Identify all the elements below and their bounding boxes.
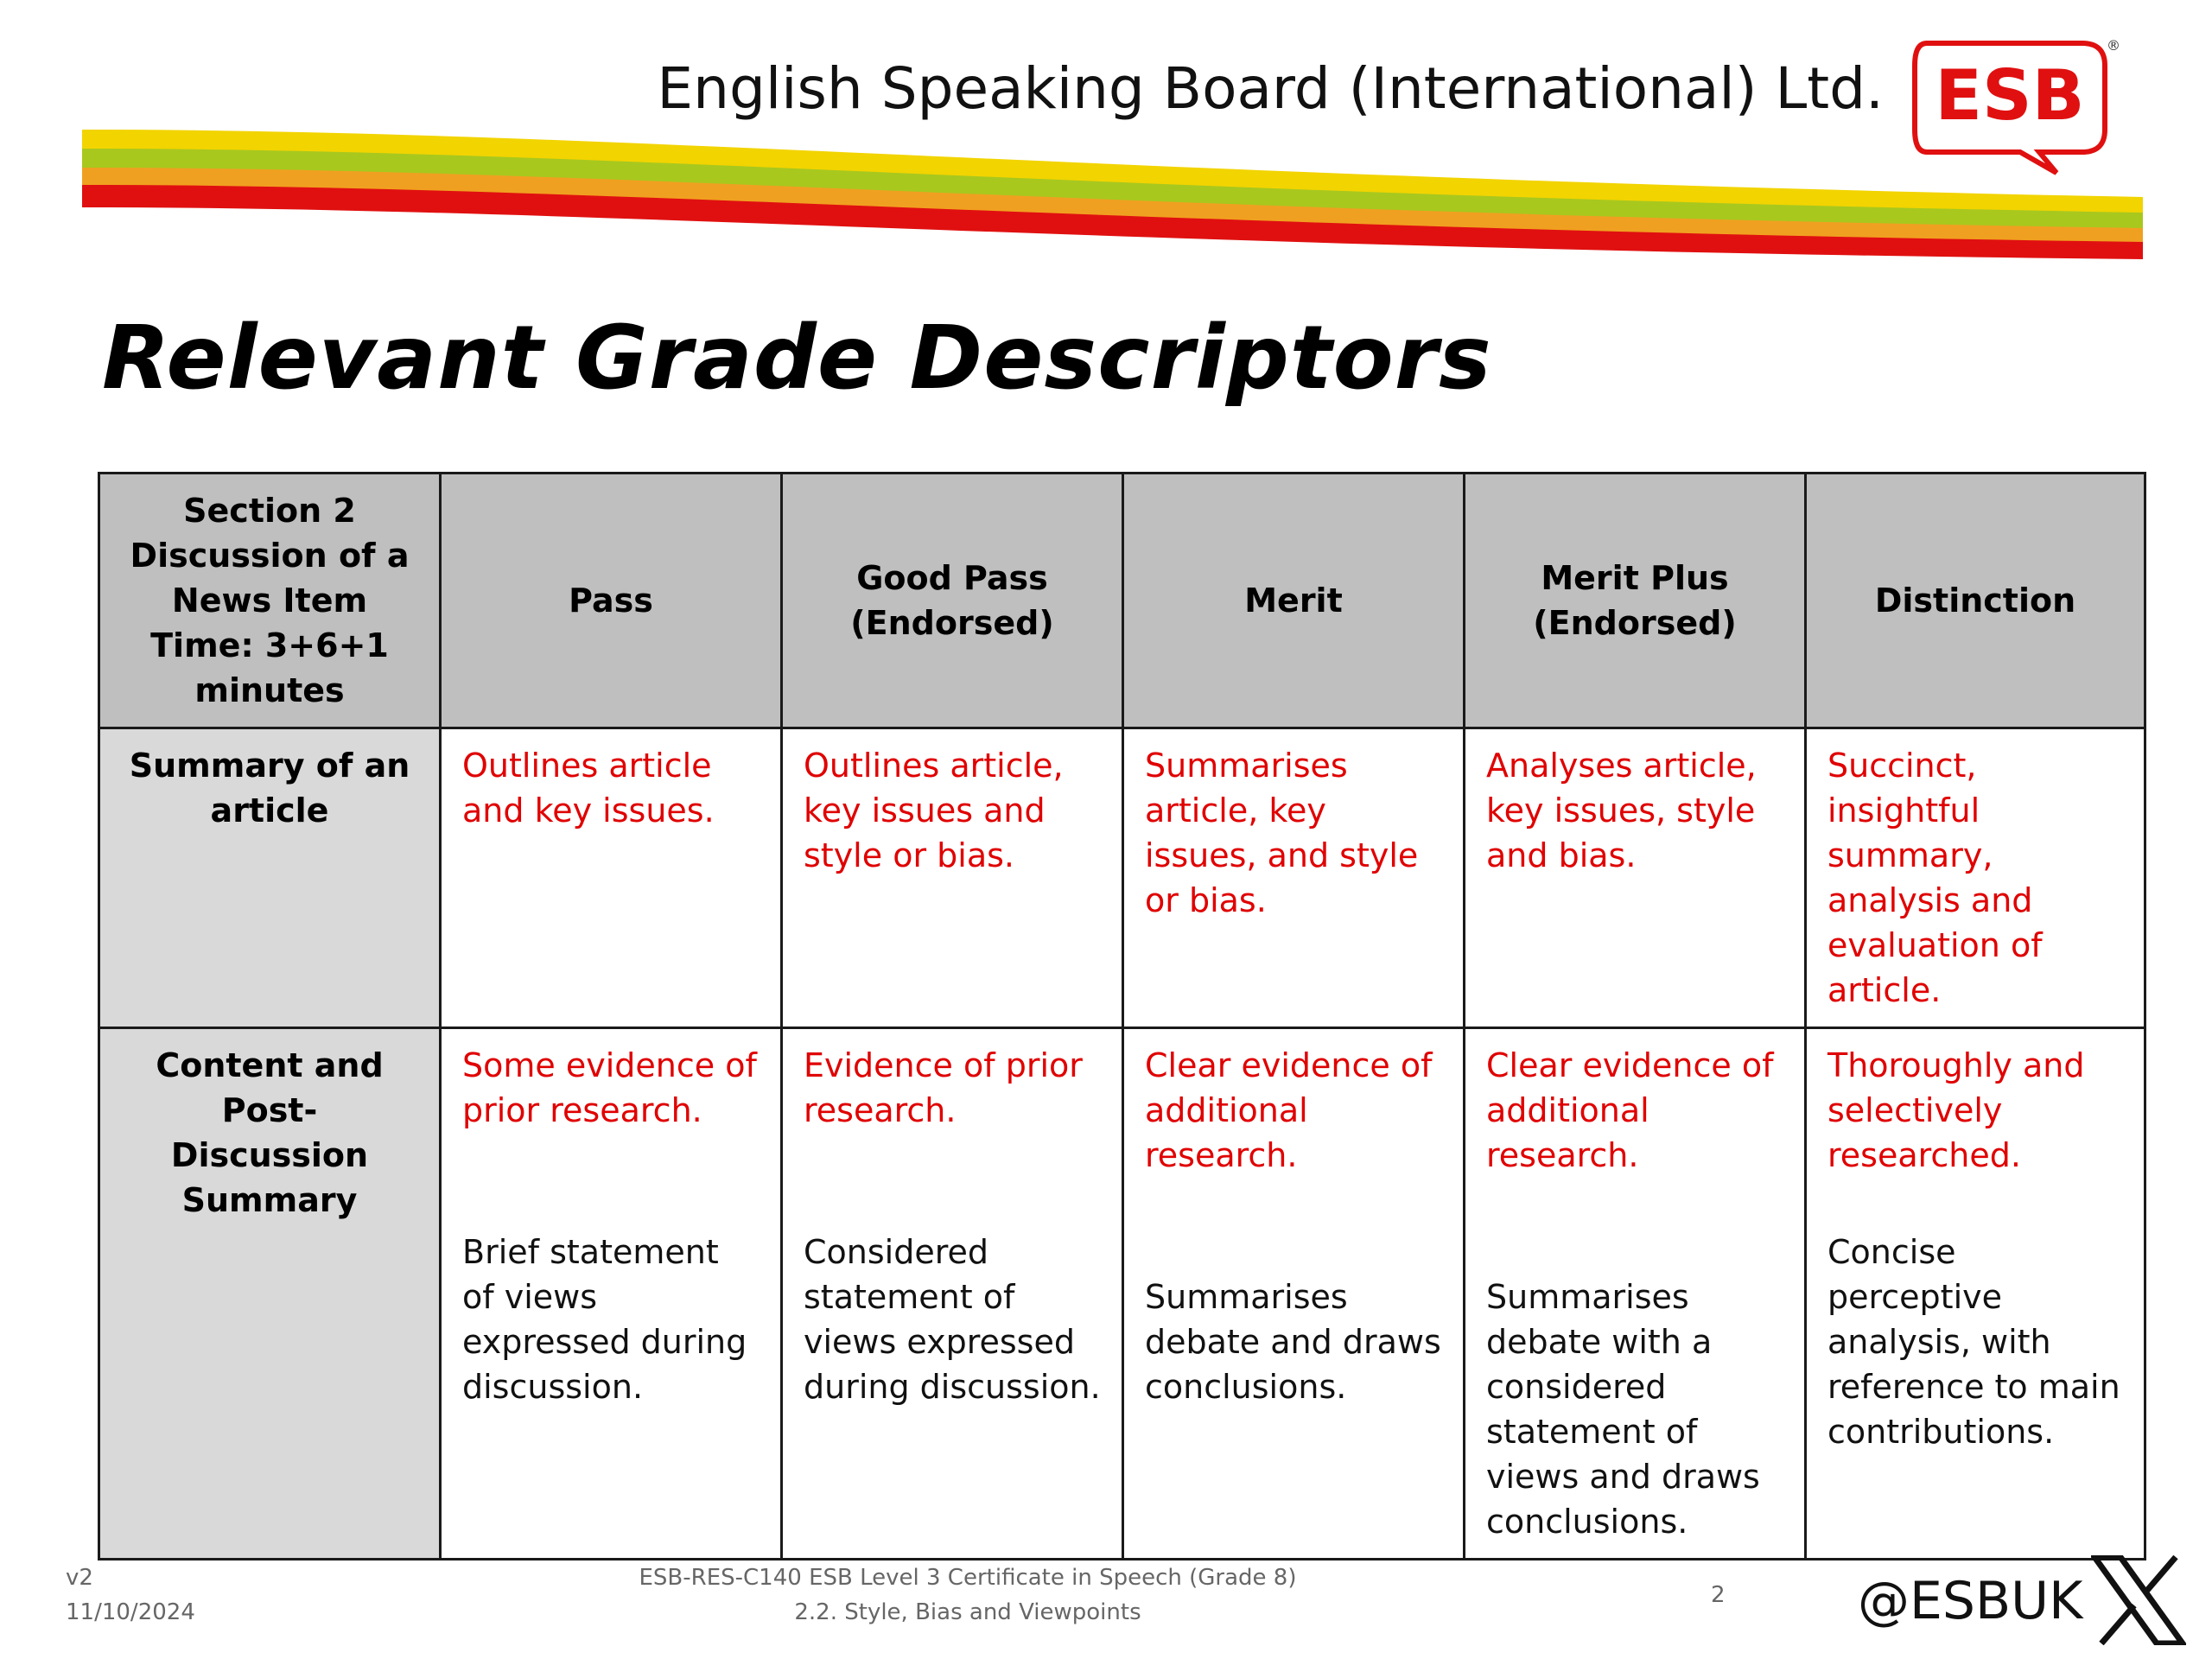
cell-content-merit-plus: Clear evidence of additional research. Summarises debate with a considered statement of views and draws conclusions. <box>1465 1028 1806 1560</box>
cell-summary-merit: Summarises article, key issues, and style or bias. <box>1123 728 1465 1028</box>
cell-content-distinction: Thoroughly and selectively researched. Concise perceptive analysis, with reference to main contributions. <box>1806 1028 2145 1560</box>
esb-logo <box>1910 35 2122 178</box>
row-label-content: Content and Post- Discussion Summary <box>99 1028 441 1560</box>
page-number: 2 <box>1711 1582 1726 1608</box>
header-row <box>99 474 2145 728</box>
cell-summary-pass: Outlines article and key issues. <box>441 728 782 1028</box>
header-swoosh <box>0 0 2212 285</box>
header-pass: Pass <box>441 474 782 728</box>
table-row <box>99 1028 2145 1560</box>
cell-summary-distinction: Succinct, insightful summary, analysis and evaluation of article. <box>1806 728 2145 1028</box>
cell-summary-good-pass: Outlines article, key issues and style or bias. <box>782 728 1123 1028</box>
grade-descriptors-table <box>98 472 2146 1560</box>
cell-content-pass: Some evidence of prior research. Brief statement of views expressed during discussion. <box>441 1028 782 1560</box>
header-good-pass: Good Pass (Endorsed) <box>782 474 1123 728</box>
footer-version-block <box>66 1560 195 1630</box>
header-section: Section 2 Discussion of a News Item Time: 3+6+1 minutes <box>99 474 441 728</box>
page-title: Relevant Grade Descriptors <box>102 307 1492 410</box>
organisation-name: English Speaking Board (International) Ltd. <box>657 55 1884 122</box>
footer-doc-line1: ESB-RES-C140 ESB Level 3 Certificate in Speech (Grade 8) <box>639 1565 1297 1591</box>
cell-content-merit: Clear evidence of additional research. Summarises debate and draws conclusions. <box>1123 1028 1465 1560</box>
esb-logo-text: ESB <box>1935 55 2085 136</box>
footer-doc-line2: 2.2. Style, Bias and Viewpoints <box>794 1599 1141 1625</box>
header-distinction: Distinction <box>1806 474 2145 728</box>
footer-date: 11/10/2024 <box>66 1599 195 1625</box>
cell-content-good-pass: Evidence of prior research. Considered statement of views expressed during discussion. <box>782 1028 1123 1560</box>
header-merit-plus: Merit Plus (Endorsed) <box>1465 474 1806 728</box>
row-label-summary: Summary of an article <box>99 728 441 1028</box>
cell-summary-merit-plus: Analyses article, key issues, style and bias. <box>1465 728 1806 1028</box>
esb-logo-mark: ® <box>2107 37 2120 54</box>
x-logo-icon[interactable] <box>2091 1555 2186 1645</box>
table-row <box>99 728 2145 1028</box>
footer-document-info <box>536 1560 1400 1630</box>
social-handle[interactable]: @ESBUK <box>1858 1571 2083 1631</box>
footer-version: v2 <box>66 1565 93 1591</box>
header-merit: Merit <box>1123 474 1465 728</box>
